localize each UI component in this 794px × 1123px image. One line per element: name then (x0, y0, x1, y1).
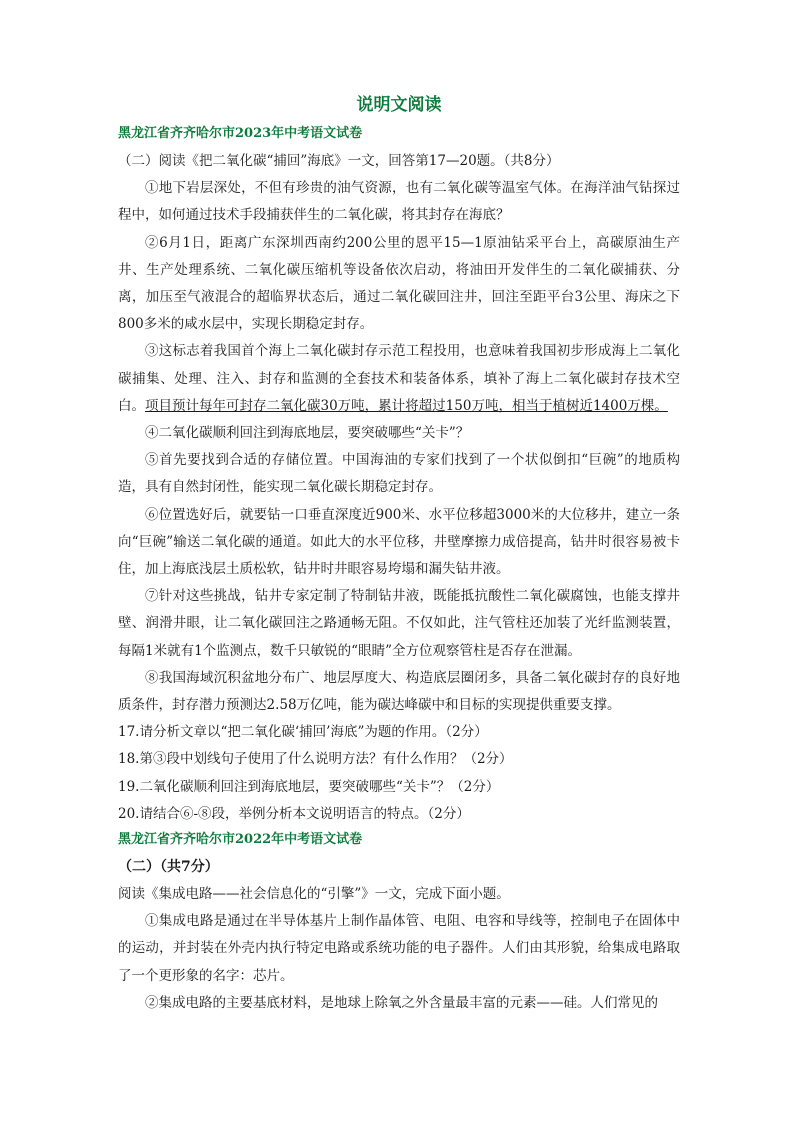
page-title: 说明文阅读 (356, 95, 442, 115)
question-18: 18.第③段中划线句子使用了什么说明方法？有什么作用？（2分） (118, 751, 513, 768)
paragraph-6: ⑥位置选好后，就要钻一口垂直深度近900米、水平位移超3000米的大位移井，建立一条向“巨碗”输送二氧化碳的通道。如此大的水平位移，井壁摩擦力成倍提高，钻井时很容易被卡住，加上海底浅层土质松软，钻井时井眼容易垮塌和漏失钻井液。 (118, 506, 680, 578)
underlined-sentence: 项目预计每年可封存二氧化碳30万吨，累计将超过150万吨，相当于植树近1400万棵。 (145, 397, 668, 414)
question-17: 17.请分析文章以“把二氧化碳‘捕回’海底”为题的作用。（2分） (118, 724, 488, 741)
paragraph-4: ④二氧化碳顺利回注到海底地层，要突破哪些“关卡”？ (145, 425, 470, 442)
paragraph-2: ②6月1日，距离广东深圳西南约200公里的恩平15—1原油钻采平台上，高碳原油生产井、生产处理系统、二氧化碳压缩机等设备依次启动，将油田开发伴生的二氧化碳捕获、分离，加压至气液混合的超临界状态后，通过二氧化碳回注井，回注至距平台3公里、海床之下800多米的咸水层中，实现长期稳定封存。 (118, 234, 680, 333)
question-20: 20.请结合⑥-⑧段，举例分析本文说明语言的特点。（2分） (118, 805, 470, 822)
exam-source-2023: 黑龙江省齐齐哈尔市2023年中考语文试卷 (118, 126, 363, 141)
document-page (118, 92, 680, 1017)
section-intro-2: 阅读《集成电路——社会信息化的“引擎”》一文，完成下面小题。 (118, 886, 510, 903)
paragraph-1: ①地下岩层深处，不但有珍贵的油气资源，也有二氧化碳等温室气体。在海洋油气钻探过程中，如何通过技术手段捕获伴生的二氧化碳，将其封存在海底？ (118, 180, 680, 224)
paragraph-3-text: ③这标志着我国首个海上二氧化碳封存示范工程投用，也意味着我国初步形成海上二氧化碳捕集、处理、注入、封存和监测的全套技术和装备体系，填补了海上二氧化碳封存技术空白。 (118, 343, 680, 414)
paragraph-2-2: ②集成电路的主要基底材料，是地球上除氧之外含量最丰富的元素——硅。人们常见的 (145, 994, 658, 1011)
section-intro: （二）阅读《把二氧化碳“捕回”海底》一文，回答第17—20题。（共8分） (118, 153, 560, 169)
section-heading: （二）（共7分） (118, 859, 219, 876)
question-19: 19.二氧化碳顺利回注到海底地层，要突破哪些“关卡”？（2分） (118, 778, 500, 795)
paragraph-2-1: ①集成电路是通过在半导体基片上制作晶体管、电阻、电容和导线等，控制电子在固体中的运动，并封装在外壳内执行特定电路或系统功能的电子器件。人们由其形貌，给集成电路取了一个更形象的名字：芯片。 (118, 913, 680, 984)
paragraph-5: ⑤首先要找到合适的存储位置。中国海油的专家们找到了一个状似倒扣“巨碗”的地质构造，具有自然封闭性，能实现二氧化碳长期稳定封存。 (118, 452, 680, 496)
paragraph-3 (118, 338, 680, 420)
paragraph-8: ⑧我国海域沉积盆地分布广、地层厚度大、构造底层圈闭多，具备二氧化碳封存的良好地质条件，封存潜力预测达2.58万亿吨，能为碳达峰碳中和目标的实现提供重要支撑。 (118, 669, 680, 714)
paragraph-7: ⑦针对这些挑战，钻井专家定制了特制钻井液，既能抵抗酸性二氧化碳腐蚀，也能支撑井壁、润滑井眼，让二氧化碳回注之路通畅无阻。不仅如此，注气管柱还加装了光纤监测装置，每隔1米就有1个监测点，数千只敏锐的“眼睛”全方位观察管柱是否存在泄漏。 (118, 588, 680, 659)
exam-source-2022: 黑龙江省齐齐哈尔市2022年中考语文试卷 (118, 832, 363, 848)
